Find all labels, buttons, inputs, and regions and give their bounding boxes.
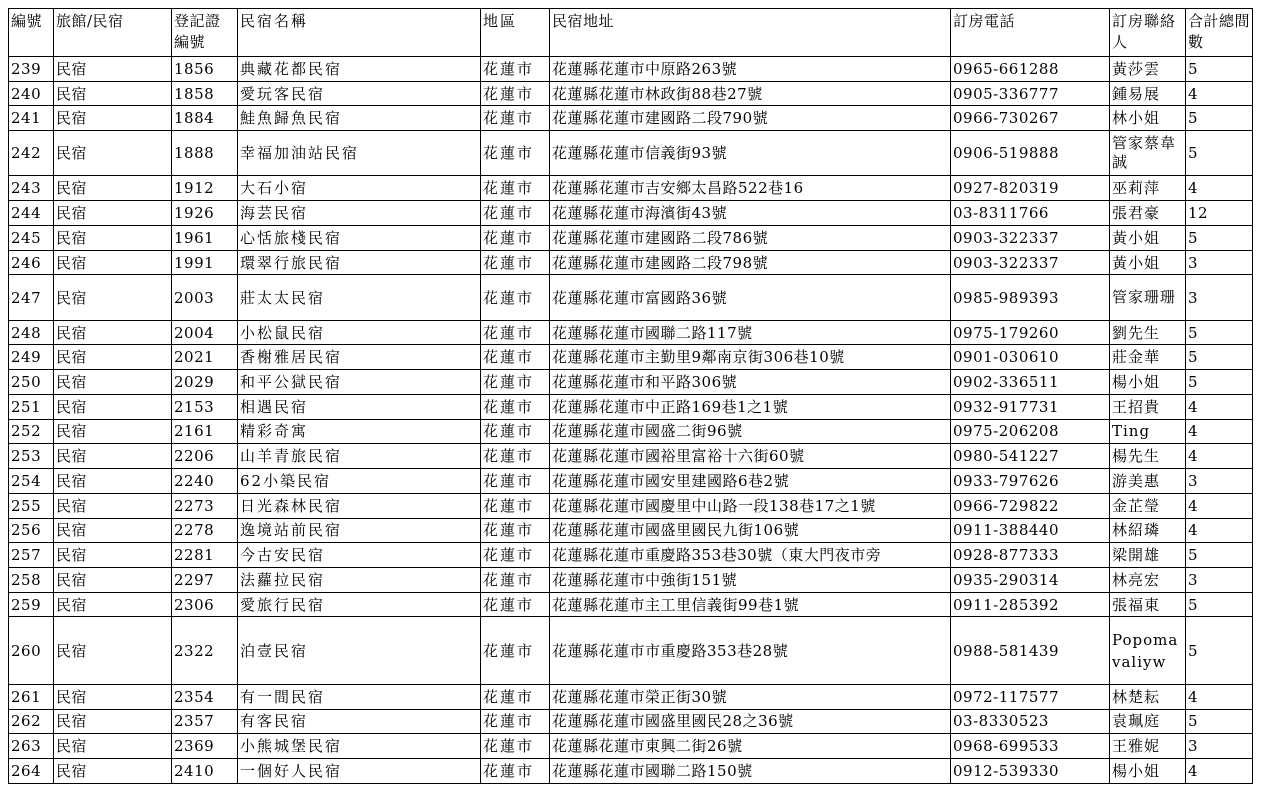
cell-contact: 王雅妮: [1110, 734, 1186, 759]
header-rooms: 合計總間數: [1186, 9, 1253, 57]
cell-address: 花蓮縣花蓮市重慶路353巷30號（東大門夜市旁: [550, 543, 951, 568]
cell-no: 258: [9, 568, 54, 593]
cell-rooms: 4: [1186, 444, 1253, 469]
cell-no: 244: [9, 201, 54, 226]
cell-contact: 林亮宏: [1110, 568, 1186, 593]
cell-name: 有客民宿: [238, 709, 481, 734]
cell-no: 254: [9, 469, 54, 494]
cell-type: 民宿: [54, 106, 172, 131]
cell-type: 民宿: [54, 81, 172, 106]
cell-area: 花蓮市: [481, 131, 550, 176]
cell-reg: 2161: [172, 419, 238, 444]
cell-reg: 1912: [172, 176, 238, 201]
cell-name: 幸福加油站民宿: [238, 131, 481, 176]
cell-name: 小松鼠民宿: [238, 320, 481, 345]
cell-contact: 張福東: [1110, 592, 1186, 617]
cell-name: 日光森林民宿: [238, 493, 481, 518]
cell-phone: 0966-729822: [951, 493, 1110, 518]
cell-reg: 2206: [172, 444, 238, 469]
table-row: [9, 345, 1253, 370]
header-type: 旅館/民宿: [54, 9, 172, 57]
cell-no: 242: [9, 131, 54, 176]
table-row: [9, 568, 1253, 593]
cell-name: 62小築民宿: [238, 469, 481, 494]
cell-phone: 03-8330523: [951, 709, 1110, 734]
cell-contact: 管家珊珊: [1110, 275, 1186, 320]
cell-area: 花蓮市: [481, 81, 550, 106]
cell-reg: 2273: [172, 493, 238, 518]
cell-address: 花蓮縣花蓮市建國路二段786號: [550, 225, 951, 250]
cell-address: 花蓮縣花蓮市國慶里中山路一段138巷17之1號: [550, 493, 951, 518]
cell-name: 海芸民宿: [238, 201, 481, 226]
cell-area: 花蓮市: [481, 684, 550, 709]
table-row: [9, 617, 1253, 684]
cell-area: 花蓮市: [481, 617, 550, 684]
cell-address: 花蓮縣花蓮市國盛二街96號: [550, 419, 951, 444]
table-row: [9, 201, 1253, 226]
cell-address: 花蓮縣花蓮市國盛里國民28之36號: [550, 709, 951, 734]
cell-area: 花蓮市: [481, 444, 550, 469]
cell-type: 民宿: [54, 543, 172, 568]
cell-area: 花蓮市: [481, 345, 550, 370]
header-reg: 登記證編號: [172, 9, 238, 57]
table-row: [9, 709, 1253, 734]
cell-no: 245: [9, 225, 54, 250]
cell-no: 257: [9, 543, 54, 568]
cell-name: 莊太太民宿: [238, 275, 481, 320]
cell-reg: 2322: [172, 617, 238, 684]
cell-no: 246: [9, 250, 54, 275]
cell-area: 花蓮市: [481, 176, 550, 201]
cell-contact: 黃小姐: [1110, 250, 1186, 275]
cell-rooms: 3: [1186, 734, 1253, 759]
table-row: [9, 444, 1253, 469]
cell-address: 花蓮縣花蓮市東興二街26號: [550, 734, 951, 759]
cell-name: 一個好人民宿: [238, 759, 481, 784]
cell-area: 花蓮市: [481, 734, 550, 759]
cell-name: 和平公獄民宿: [238, 370, 481, 395]
bnb-registry-table: [8, 8, 1253, 784]
cell-phone: 0975-179260: [951, 320, 1110, 345]
cell-address: 花蓮縣花蓮市林政街88巷27號: [550, 81, 951, 106]
cell-rooms: 4: [1186, 518, 1253, 543]
table-row: [9, 57, 1253, 82]
cell-contact: 金芷瑩: [1110, 493, 1186, 518]
cell-phone: 0968-699533: [951, 734, 1110, 759]
cell-reg: 1856: [172, 57, 238, 82]
cell-reg: 2354: [172, 684, 238, 709]
cell-address: 花蓮縣花蓮市國聯二路150號: [550, 759, 951, 784]
cell-rooms: 5: [1186, 345, 1253, 370]
cell-rooms: 4: [1186, 419, 1253, 444]
cell-type: 民宿: [54, 176, 172, 201]
cell-rooms: 5: [1186, 617, 1253, 684]
cell-no: 260: [9, 617, 54, 684]
cell-phone: 0932-917731: [951, 394, 1110, 419]
cell-name: 鮭魚歸魚民宿: [238, 106, 481, 131]
cell-rooms: 4: [1186, 759, 1253, 784]
cell-rooms: 5: [1186, 592, 1253, 617]
cell-type: 民宿: [54, 469, 172, 494]
cell-type: 民宿: [54, 592, 172, 617]
cell-type: 民宿: [54, 394, 172, 419]
cell-contact: 林小姐: [1110, 106, 1186, 131]
cell-reg: 2369: [172, 734, 238, 759]
cell-area: 花蓮市: [481, 57, 550, 82]
cell-phone: 0911-285392: [951, 592, 1110, 617]
cell-contact: 王招貴: [1110, 394, 1186, 419]
header-no: 編號: [9, 9, 54, 57]
cell-rooms: 3: [1186, 469, 1253, 494]
cell-no: 253: [9, 444, 54, 469]
cell-address: 花蓮縣花蓮市海濱街43號: [550, 201, 951, 226]
cell-name: 典藏花都民宿: [238, 57, 481, 82]
cell-address: 花蓮縣花蓮市建國路二段798號: [550, 250, 951, 275]
cell-rooms: 3: [1186, 250, 1253, 275]
cell-area: 花蓮市: [481, 394, 550, 419]
cell-area: 花蓮市: [481, 759, 550, 784]
cell-name: 心恬旅棧民宿: [238, 225, 481, 250]
cell-reg: 1961: [172, 225, 238, 250]
cell-no: 255: [9, 493, 54, 518]
cell-contact: 黃莎雲: [1110, 57, 1186, 82]
cell-rooms: 4: [1186, 684, 1253, 709]
cell-reg: 2357: [172, 709, 238, 734]
cell-no: 249: [9, 345, 54, 370]
cell-phone: 0928-877333: [951, 543, 1110, 568]
cell-address: 花蓮縣花蓮市建國路二段790號: [550, 106, 951, 131]
cell-contact: 劉先生: [1110, 320, 1186, 345]
cell-contact: 楊小姐: [1110, 370, 1186, 395]
cell-phone: 0906-519888: [951, 131, 1110, 176]
cell-name: 愛旅行民宿: [238, 592, 481, 617]
cell-name: 法蘿拉民宿: [238, 568, 481, 593]
cell-area: 花蓮市: [481, 250, 550, 275]
cell-type: 民宿: [54, 518, 172, 543]
cell-address: 花蓮縣花蓮市主工里信義街99巷1號: [550, 592, 951, 617]
cell-type: 民宿: [54, 275, 172, 320]
cell-phone: 0911-388440: [951, 518, 1110, 543]
cell-reg: 1991: [172, 250, 238, 275]
cell-reg: 1888: [172, 131, 238, 176]
cell-type: 民宿: [54, 684, 172, 709]
cell-reg: 2297: [172, 568, 238, 593]
cell-reg: 1858: [172, 81, 238, 106]
cell-rooms: 4: [1186, 81, 1253, 106]
cell-no: 261: [9, 684, 54, 709]
header-area: 地區: [481, 9, 550, 57]
table-row: [9, 225, 1253, 250]
cell-type: 民宿: [54, 320, 172, 345]
cell-reg: 2240: [172, 469, 238, 494]
cell-reg: 2003: [172, 275, 238, 320]
cell-name: 大石小宿: [238, 176, 481, 201]
cell-rooms: 5: [1186, 57, 1253, 82]
cell-address: 花蓮縣花蓮市國裕里富裕十六街60號: [550, 444, 951, 469]
cell-address: 花蓮縣花蓮市中正路169巷1之1號: [550, 394, 951, 419]
cell-area: 花蓮市: [481, 493, 550, 518]
cell-type: 民宿: [54, 444, 172, 469]
table-row: [9, 592, 1253, 617]
cell-type: 民宿: [54, 568, 172, 593]
table-row: [9, 419, 1253, 444]
cell-type: 民宿: [54, 759, 172, 784]
cell-phone: 03-8311766: [951, 201, 1110, 226]
cell-contact: 梁開雄: [1110, 543, 1186, 568]
table-row: [9, 275, 1253, 320]
cell-type: 民宿: [54, 370, 172, 395]
cell-no: 239: [9, 57, 54, 82]
cell-address: 花蓮縣花蓮市國聯二路117號: [550, 320, 951, 345]
cell-reg: 2281: [172, 543, 238, 568]
cell-type: 民宿: [54, 617, 172, 684]
cell-rooms: 12: [1186, 201, 1253, 226]
table-row: [9, 81, 1253, 106]
cell-no: 247: [9, 275, 54, 320]
cell-phone: 0912-539330: [951, 759, 1110, 784]
cell-name: 山羊青旅民宿: [238, 444, 481, 469]
cell-contact: Ting: [1110, 419, 1186, 444]
cell-area: 花蓮市: [481, 543, 550, 568]
table-row: [9, 320, 1253, 345]
cell-reg: 2278: [172, 518, 238, 543]
table-row: [9, 543, 1253, 568]
cell-address: 花蓮縣花蓮市富國路36號: [550, 275, 951, 320]
header-phone: 訂房電話: [951, 9, 1110, 57]
cell-rooms: 5: [1186, 543, 1253, 568]
cell-address: 花蓮縣花蓮市國安里建國路6巷2號: [550, 469, 951, 494]
cell-contact: 林紹璘: [1110, 518, 1186, 543]
cell-phone: 0902-336511: [951, 370, 1110, 395]
cell-phone: 0927-820319: [951, 176, 1110, 201]
table-row: [9, 493, 1253, 518]
cell-name: 愛玩客民宿: [238, 81, 481, 106]
cell-address: 花蓮縣花蓮市榮正街30號: [550, 684, 951, 709]
cell-area: 花蓮市: [481, 225, 550, 250]
cell-address: 花蓮縣花蓮市和平路306號: [550, 370, 951, 395]
cell-phone: 0905-336777: [951, 81, 1110, 106]
cell-phone: 0903-322337: [951, 250, 1110, 275]
cell-area: 花蓮市: [481, 106, 550, 131]
cell-rooms: 5: [1186, 131, 1253, 176]
cell-name: 逸境站前民宿: [238, 518, 481, 543]
cell-type: 民宿: [54, 57, 172, 82]
cell-rooms: 5: [1186, 320, 1253, 345]
cell-contact: 張君豪: [1110, 201, 1186, 226]
cell-type: 民宿: [54, 734, 172, 759]
cell-no: 251: [9, 394, 54, 419]
header-contact: 訂房聯絡人: [1110, 9, 1186, 57]
header-address: 民宿地址: [550, 9, 951, 57]
cell-phone: 0965-661288: [951, 57, 1110, 82]
cell-no: 240: [9, 81, 54, 106]
cell-phone: 0935-290314: [951, 568, 1110, 593]
cell-area: 花蓮市: [481, 518, 550, 543]
cell-contact: 游美惠: [1110, 469, 1186, 494]
cell-contact: 鍾易展: [1110, 81, 1186, 106]
cell-name: 環翠行旅民宿: [238, 250, 481, 275]
cell-type: 民宿: [54, 419, 172, 444]
cell-name: 泊壹民宿: [238, 617, 481, 684]
cell-reg: 2021: [172, 345, 238, 370]
cell-rooms: 5: [1186, 106, 1253, 131]
cell-phone: 0980-541227: [951, 444, 1110, 469]
cell-phone: 0966-730267: [951, 106, 1110, 131]
cell-rooms: 3: [1186, 568, 1253, 593]
table-row: [9, 250, 1253, 275]
cell-phone: 0985-989393: [951, 275, 1110, 320]
table-row: [9, 734, 1253, 759]
cell-reg: 1926: [172, 201, 238, 226]
cell-type: 民宿: [54, 345, 172, 370]
cell-address: 花蓮縣花蓮市中原路263號: [550, 57, 951, 82]
cell-type: 民宿: [54, 131, 172, 176]
cell-type: 民宿: [54, 493, 172, 518]
cell-contact: 林楚耘: [1110, 684, 1186, 709]
cell-area: 花蓮市: [481, 568, 550, 593]
cell-rooms: 5: [1186, 370, 1253, 395]
cell-area: 花蓮市: [481, 320, 550, 345]
cell-phone: 0901-030610: [951, 345, 1110, 370]
cell-rooms: 4: [1186, 394, 1253, 419]
cell-type: 民宿: [54, 709, 172, 734]
table-row: [9, 106, 1253, 131]
table-row: [9, 518, 1253, 543]
cell-reg: 2306: [172, 592, 238, 617]
cell-name: 精彩奇寓: [238, 419, 481, 444]
cell-contact: Popomavaliyw: [1110, 617, 1186, 684]
cell-address: 花蓮縣花蓮市國盛里國民九街106號: [550, 518, 951, 543]
cell-no: 259: [9, 592, 54, 617]
header-name: 民宿名稱: [238, 9, 481, 57]
cell-area: 花蓮市: [481, 709, 550, 734]
cell-rooms: 4: [1186, 493, 1253, 518]
table-row: [9, 469, 1253, 494]
cell-contact: 楊先生: [1110, 444, 1186, 469]
cell-reg: 2004: [172, 320, 238, 345]
cell-type: 民宿: [54, 201, 172, 226]
cell-reg: 2029: [172, 370, 238, 395]
cell-no: 252: [9, 419, 54, 444]
header-row: [9, 9, 1253, 57]
cell-reg: 1884: [172, 106, 238, 131]
cell-area: 花蓮市: [481, 370, 550, 395]
cell-no: 243: [9, 176, 54, 201]
cell-type: 民宿: [54, 225, 172, 250]
cell-no: 262: [9, 709, 54, 734]
cell-reg: 2153: [172, 394, 238, 419]
cell-address: 花蓮縣花蓮市主勤里9鄰南京街306巷10號: [550, 345, 951, 370]
cell-no: 250: [9, 370, 54, 395]
cell-rooms: 5: [1186, 709, 1253, 734]
table-row: [9, 684, 1253, 709]
cell-no: 248: [9, 320, 54, 345]
cell-name: 小熊城堡民宿: [238, 734, 481, 759]
cell-phone: 0933-797626: [951, 469, 1110, 494]
cell-rooms: 5: [1186, 225, 1253, 250]
cell-no: 263: [9, 734, 54, 759]
cell-rooms: 4: [1186, 176, 1253, 201]
cell-contact: 巫莉萍: [1110, 176, 1186, 201]
cell-contact: 袁珮庭: [1110, 709, 1186, 734]
cell-type: 民宿: [54, 250, 172, 275]
cell-area: 花蓮市: [481, 419, 550, 444]
table-row: [9, 370, 1253, 395]
cell-address: 花蓮縣花蓮市信義街93號: [550, 131, 951, 176]
cell-phone: 0975-206208: [951, 419, 1110, 444]
cell-address: 花蓮縣花蓮市吉安鄉太昌路522巷16: [550, 176, 951, 201]
cell-no: 241: [9, 106, 54, 131]
cell-area: 花蓮市: [481, 592, 550, 617]
cell-no: 264: [9, 759, 54, 784]
cell-contact: 黃小姐: [1110, 225, 1186, 250]
cell-rooms: 3: [1186, 275, 1253, 320]
cell-no: 256: [9, 518, 54, 543]
cell-area: 花蓮市: [481, 469, 550, 494]
cell-address: 花蓮縣花蓮市中強街151號: [550, 568, 951, 593]
cell-address: 花蓮縣花蓮市市重慶路353巷28號: [550, 617, 951, 684]
table-row: [9, 176, 1253, 201]
cell-name: 有一間民宿: [238, 684, 481, 709]
cell-area: 花蓮市: [481, 275, 550, 320]
cell-phone: 0972-117577: [951, 684, 1110, 709]
cell-phone: 0988-581439: [951, 617, 1110, 684]
cell-contact: 管家蔡韋誠: [1110, 131, 1186, 176]
cell-area: 花蓮市: [481, 201, 550, 226]
cell-name: 香榭雅居民宿: [238, 345, 481, 370]
cell-reg: 2410: [172, 759, 238, 784]
table-row: [9, 131, 1253, 176]
cell-phone: 0903-322337: [951, 225, 1110, 250]
table-row: [9, 394, 1253, 419]
cell-name: 今古安民宿: [238, 543, 481, 568]
cell-contact: 莊金華: [1110, 345, 1186, 370]
table-row: [9, 759, 1253, 784]
cell-name: 相遇民宿: [238, 394, 481, 419]
cell-contact: 楊小姐: [1110, 759, 1186, 784]
